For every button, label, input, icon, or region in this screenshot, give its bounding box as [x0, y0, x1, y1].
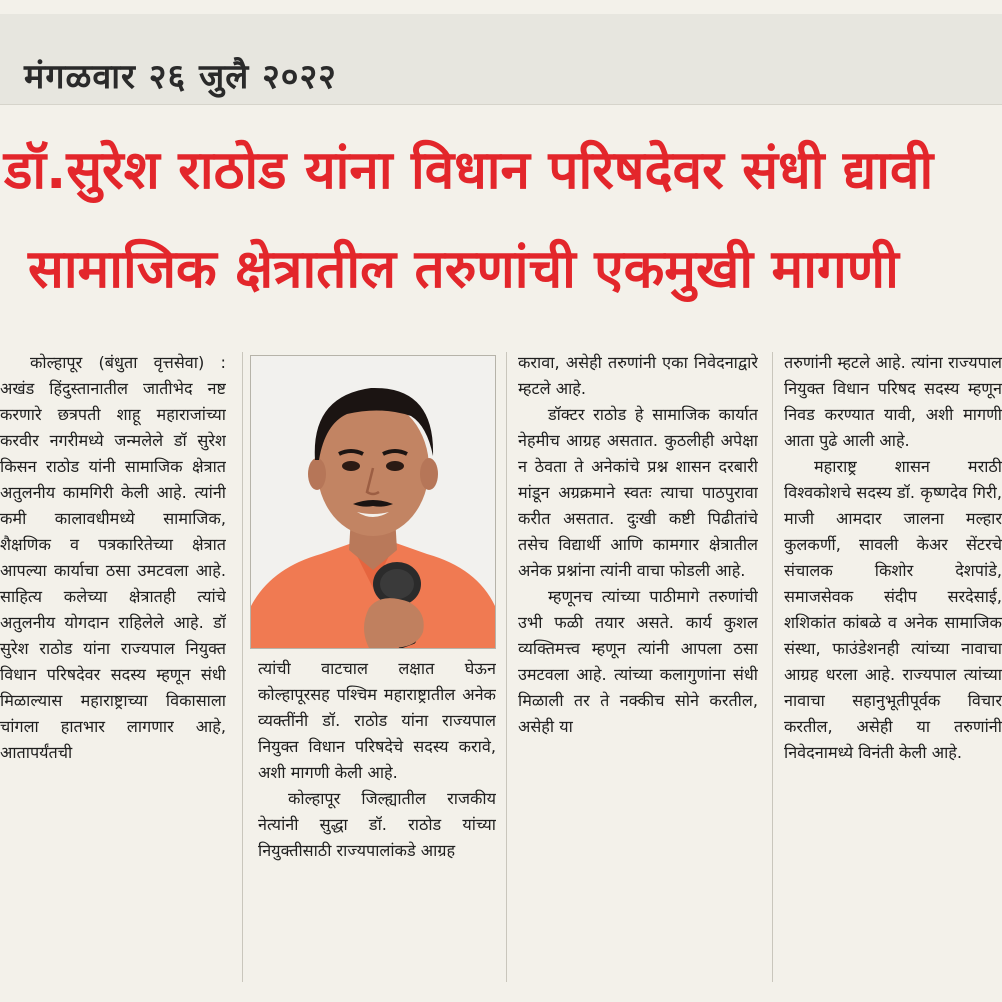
column-divider [506, 352, 507, 982]
headline-line-1: डॉ.सुरेश राठोड यांना विधान परिषदेवर संधी द्यावी [4, 140, 934, 201]
article-paragraph: डॉक्टर राठोड हे सामाजिक कार्यात नेहमीच आग्रह असतात. कुठलीही अपेक्षा न ठेवता ते अनेकांचे प्रश्न शासन दरबारी मांडून अग्रक्रमाने स्वतः त्याचा पाठपुरावा करीत असतात. दुःखी कष्टी पिढीतांचे तसेच विद्यार्थी आणि कामगार क्षेत्रातील अनेक प्रश्नांना त्यांनी वाचा फोडली आहे. [518, 405, 758, 580]
article-column-2 [258, 656, 496, 986]
column-divider [772, 352, 773, 982]
article-column-1 [0, 350, 226, 982]
article-paragraph: करावा, असेही तरुणांनी एका निवेदनाद्वारे म्हटले आहे. [518, 353, 758, 398]
article-paragraph: तरुणांनी म्हटले आहे. त्यांना राज्यपाल नियुक्त विधान परिषद सदस्य म्हणून निवड करण्यात यावी, अशी मागणी आता पुढे आली आहे. [784, 353, 1002, 450]
man-with-microphone-photo [251, 356, 495, 648]
article-paragraph: कोल्हापूर (बंधुता वृत्तसेवा) : अखंड हिंदुस्तानातील जातीभेद नष्ट करणारे छत्रपती शाहू महाराजांच्या करवीर नगरीमध्ये जन्मलेले डॉ सुरेश किसन राठोड यांनी सामाजिक क्षेत्रात अतुलनीय कामगिरी केली आहे. त्यांनी कमी कालावधीमध्ये सामाजिक, शैक्षणिक व पत्रकारितेच्या क्षेत्रात आपल्या कार्याचा ठसा उमटवला आहे. साहित्य कलेच्या क्षेत्रातही त्यांचे अतुलनीय योगदान राहिलेले आहे. डॉ सुरेश राठोड यांना राज्यपाल नियुक्त विधान परिषदेवर सदस्य म्हणून संधी मिळाल्यास महाराष्ट्राच्या विकासाला चांगला हातभार लागणार आहे, आतापर्यंतची [0, 353, 226, 762]
article-paragraph: महाराष्ट्र शासन मराठी विश्वकोशचे सदस्य डॉ. कृष्णदेव गिरी, माजी आमदार जालना मल्हार कुलकर्णी, सावली केअर सेंटरचे संचालक किशोर देशपांडे, समाजसेवक संदीप सरदेसाई, शशिकांत कांबळे व अनेक सामाजिक संस्था, फाउंडेशनही त्यांच्या नावाचा आग्रह धरला आहे. राज्यपाल त्यांच्या नावाचा सहानुभूतीपूर्वक विचार करतील, असेही या तरुणांनी निवेदनामध्ये विनंती केली आहे. [784, 457, 1002, 762]
article-column-3 [518, 350, 758, 982]
article-column-4 [784, 350, 1002, 982]
column-divider [242, 352, 243, 982]
publication-date: मंगळवार २६ जुलै २०२२ [24, 57, 337, 97]
date-band [0, 14, 1002, 105]
article-paragraph: कोल्हापूर जिल्ह्यातील राजकीय नेत्यांनी सुद्धा डॉ. राठोड यांच्या नियुक्तीसाठी राज्यपालांकडे आग्रह [258, 789, 496, 860]
article-paragraph: म्हणूनच त्यांच्या पाठीमागे तरुणांची उभी फळी तयार असते. कार्य कुशल व्यक्तिमत्त्व म्हणून त्यांनी आपला ठसा उमटवला आहे. त्यांच्या कलागुणांना संधी मिळाली तर ते नक्कीच सोने करतील, असेही या [518, 587, 758, 736]
headline-line-2: सामाजिक क्षेत्रातील तरुणांची एकमुखी मागणी [28, 239, 899, 300]
portrait-photo [250, 355, 496, 649]
article-paragraph: त्यांची वाटचाल लक्षात घेऊन कोल्हापूरसह पश्चिम महाराष्ट्रातील अनेक व्यक्तींनी डॉ. राठोड यांना राज्यपाल नियुक्त विधान परिषदेचे सदस्य करावे, अशी मागणी केली आहे. [258, 659, 496, 782]
